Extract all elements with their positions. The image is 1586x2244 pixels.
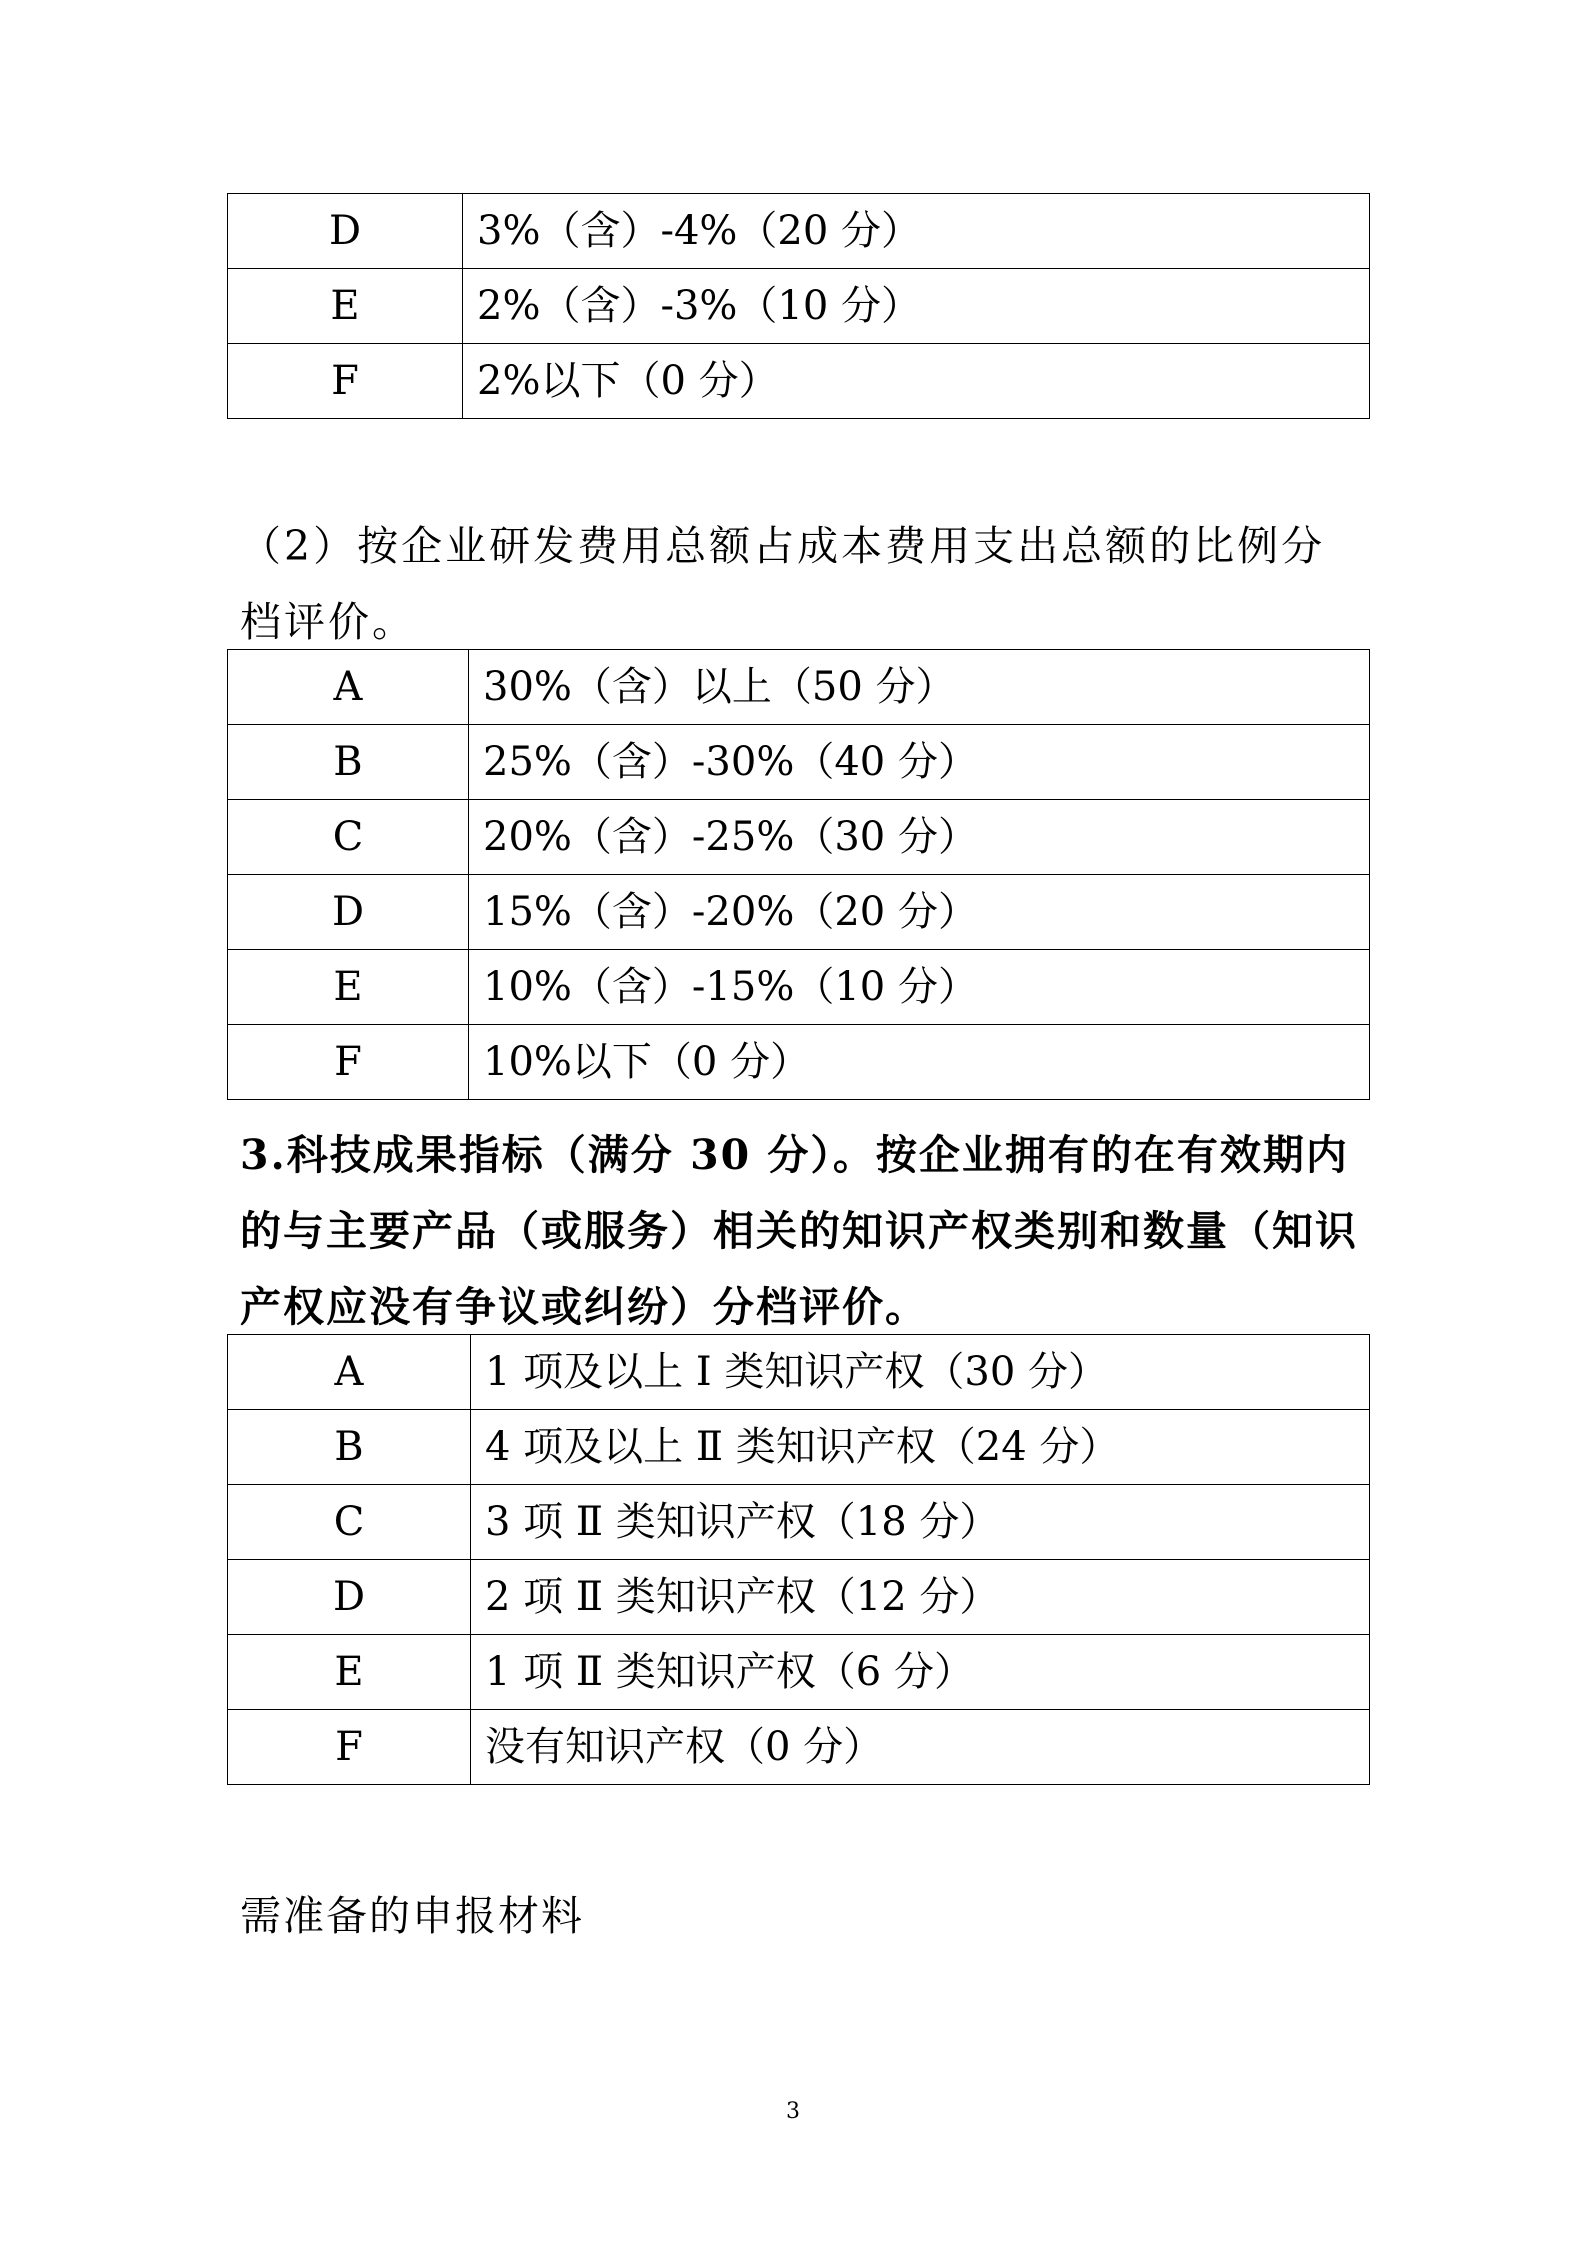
grade-cell: B	[228, 1410, 471, 1485]
criteria-cell: 1 项 Ⅱ 类知识产权（6 分）	[471, 1635, 1370, 1710]
criteria-cell: 3 项 Ⅱ 类知识产权（18 分）	[471, 1485, 1370, 1560]
table-row	[228, 875, 1370, 950]
grade-cell: E	[228, 1635, 471, 1710]
table-row	[228, 800, 1370, 875]
page-number: 3	[786, 2099, 800, 2124]
criteria-cell: 2%以下（0 分）	[463, 344, 1370, 419]
grade-cell: B	[228, 725, 469, 800]
tech-achievement-paragraph: 3.科技成果指标（满分 30 分）。按企业拥有的在有效期内的与主要产品（或服务）相关的知识产权类别和数量（知识产权应没有争议或纠纷）分档评价。	[240, 1131, 1358, 1331]
criteria-cell: 没有知识产权（0 分）	[471, 1710, 1370, 1785]
rd-cost-ratio-table	[227, 649, 1370, 1100]
criteria-cell: 3%（含）-4%（20 分）	[463, 194, 1370, 269]
table-row	[228, 1710, 1370, 1785]
table-row	[228, 1410, 1370, 1485]
grade-cell: A	[228, 650, 469, 725]
criteria-cell: 10%以下（0 分）	[469, 1025, 1370, 1100]
criteria-cell: 4 项及以上 Ⅱ 类知识产权（24 分）	[471, 1410, 1370, 1485]
grade-cell: D	[228, 194, 463, 269]
table-row	[228, 1025, 1370, 1100]
grade-cell: D	[228, 875, 469, 950]
rd-cost-ratio-paragraph: （2）按企业研发费用总额占成本费用支出总额的比例分档评价。	[240, 522, 1326, 646]
table-row	[228, 344, 1370, 419]
table-row	[228, 1635, 1370, 1710]
table-row	[228, 1485, 1370, 1560]
criteria-cell: 30%（含）以上（50 分）	[469, 650, 1370, 725]
criteria-cell: 10%（含）-15%（10 分）	[469, 950, 1370, 1025]
criteria-cell: 25%（含）-30%（40 分）	[469, 725, 1370, 800]
criteria-cell: 2%（含）-3%（10 分）	[463, 269, 1370, 344]
table-row	[228, 1560, 1370, 1635]
table-row	[228, 725, 1370, 800]
grade-cell: C	[228, 800, 469, 875]
ip-achievement-table	[227, 1334, 1370, 1785]
criteria-cell: 2 项 Ⅱ 类知识产权（12 分）	[471, 1560, 1370, 1635]
grade-cell: C	[228, 1485, 471, 1560]
table-row	[228, 194, 1370, 269]
criteria-cell: 20%（含）-25%（30 分）	[469, 800, 1370, 875]
grade-cell: E	[228, 269, 463, 344]
criteria-cell: 15%（含）-20%（20 分）	[469, 875, 1370, 950]
rd-ratio-table-continued	[227, 193, 1370, 419]
grade-cell: E	[228, 950, 469, 1025]
table-row	[228, 1335, 1370, 1410]
table-row	[228, 269, 1370, 344]
criteria-cell: 1 项及以上 I 类知识产权（30 分）	[471, 1335, 1370, 1410]
grade-cell: D	[228, 1560, 471, 1635]
table-row	[228, 650, 1370, 725]
grade-cell: A	[228, 1335, 471, 1410]
grade-cell: F	[228, 1025, 469, 1100]
grade-cell: F	[228, 344, 463, 419]
section-heading: 需准备的申报材料	[240, 1892, 584, 1940]
grade-cell: F	[228, 1710, 471, 1785]
table-row	[228, 950, 1370, 1025]
